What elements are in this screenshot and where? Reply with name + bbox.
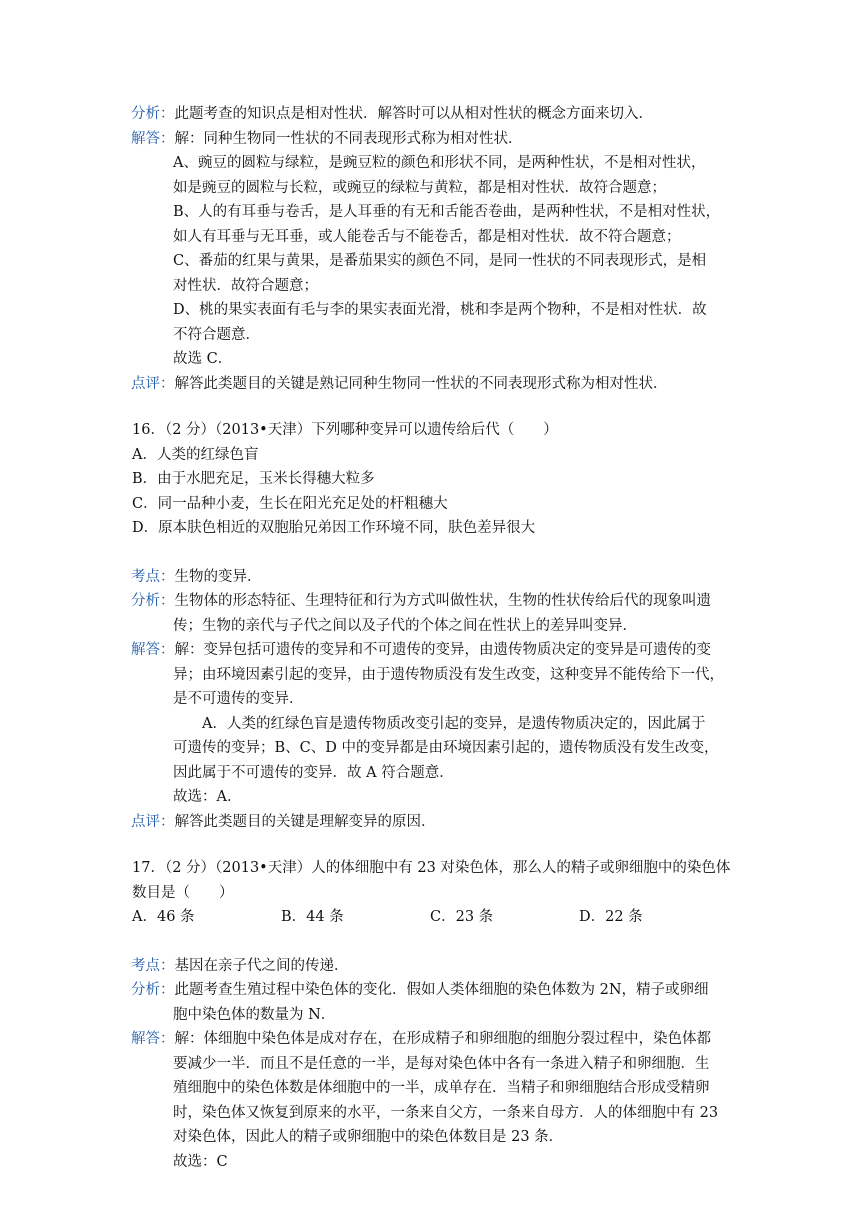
comment-label: 点评： — [131, 375, 175, 392]
point-label: 考点： — [131, 568, 175, 585]
document-page — [131, 102, 731, 1174]
point-text: 基因在亲子代之间的传递． — [174, 957, 349, 974]
q16-option-a: A．人类的红绿色盲 — [132, 446, 259, 463]
answer-line: 解：体细胞中染色体是成对存在，在形成精子和卵细胞的细胞分裂过程中，染色体都 — [174, 1031, 711, 1047]
point-label: 考点： — [131, 957, 175, 974]
answer-line: 因此属于不可遗传的变异．故 A 符合题意． — [173, 764, 454, 781]
comment-text: 解答此类题目的关键是理解变异的原因． — [174, 813, 436, 830]
answer-line: 不符合题意． — [173, 326, 260, 343]
analysis-label: 分析： — [131, 982, 175, 998]
point-text: 生物的变异． — [174, 568, 262, 585]
q17-stem-line: 17．（2 分）（2013•天津）人的体细胞中有 23 对染色体，那么人的精子或卵细胞中的染色体 — [132, 860, 731, 876]
q17-point — [131, 954, 731, 979]
q16-option-b: B．由于水肥充足，玉米长得穗大粒多 — [132, 471, 375, 487]
answer-line: 要减少一半．而且不是任意的一半，是每对染色体中各有一条进入精子和卵细胞．生 — [173, 1055, 710, 1072]
q16-stem: 16．（2 分）（2013•天津）下列哪种变异可以遗传给后代（ ） — [132, 422, 558, 438]
answer-line: 故选 C． — [173, 351, 233, 367]
answer-line: 是不可遗传的变异． — [173, 691, 304, 707]
q16-analysis — [131, 589, 731, 614]
q16-comment — [131, 810, 731, 835]
q17-stem-line: 数目是（ ） — [132, 884, 234, 901]
q17-options — [132, 905, 731, 930]
answer-label: 解答： — [131, 130, 175, 147]
q15-analysis — [131, 102, 731, 127]
q16-answer — [131, 638, 731, 663]
answer-line: 对性状．故符合题意； — [173, 277, 318, 294]
answer-line: 故选：A． — [173, 789, 242, 805]
answer-line: 时，染色体又恢复到原来的水平，一条来自父方，一条来自母方．人的体细胞中有 23 — [173, 1104, 719, 1121]
q16-option-c: C．同一品种小麦，生长在阳光充足处的杆粗穗大 — [132, 495, 448, 512]
answer-line: 故选：C — [173, 1153, 228, 1170]
analysis-text: 此题考查的知识点是相对性状．解答时可以从相对性状的概念方面来切入． — [174, 106, 653, 122]
answer-label: 解答： — [131, 1031, 175, 1047]
q17-option-b: B．44 条 — [281, 909, 344, 925]
answer-line: C、番茄的红果与黄果，是番茄果实的颜色不同，是同一性状的不同表现形式，是相 — [173, 253, 707, 269]
q15-answer — [131, 127, 731, 152]
analysis-line: 胞中染色体的数量为 N． — [173, 1006, 336, 1023]
answer-line: 解：同种生物同一性状的不同表现形式称为相对性状． — [174, 130, 523, 147]
answer-line: 解：变异包括可遗传的变异和不可遗传的变异，由遗传物质决定的变异是可遗传的变 — [174, 642, 711, 658]
analysis-line: 传；生物的亲代与子代之间以及子代的个体之间在性状上的差异叫变异． — [173, 617, 637, 634]
answer-line: 异；由环境因素引起的变异，由于遗传物质没有发生改变，这种变异不能传给下一代， — [173, 666, 724, 683]
q17-option-d: D．22 条 — [579, 909, 643, 925]
analysis-line: 生物体的形态特征、生理特征和行为方式叫做性状，生物的性状传给后代的现象叫遗 — [174, 593, 711, 609]
answer-line: 如人有耳垂与无耳垂，或人能卷舌与不能卷舌，都是相对性状．故不符合题意； — [173, 228, 681, 245]
answer-label: 解答： — [131, 642, 175, 658]
analysis-line: 此题考查生殖过程中染色体的变化．假如人类体细胞的染色体数为 2N，精子或卵细 — [174, 982, 709, 998]
analysis-label: 分析： — [131, 106, 175, 122]
q16-point — [131, 565, 731, 590]
answer-line: D、桃的果实表面有毛与李的果实表面光滑，桃和李是两个物种，不是相对性状．故 — [173, 302, 707, 318]
answer-line: 如是豌豆的圆粒与长粒，或豌豆的绿粒与黄粒，都是相对性状．故符合题意； — [173, 179, 666, 196]
comment-label: 点评： — [131, 813, 175, 830]
answer-line: 可遗传的变异；B、C、D 中的变异都是由环境因素引起的，遗传物质没有发生改变， — [173, 740, 719, 756]
answer-line: A、豌豆的圆粒与绿粒，是豌豆粒的颜色和形状不同，是两种性状，不是相对性状， — [173, 155, 706, 171]
comment-text: 解答此类题目的关键是熟记同种生物同一性状的不同表现形式称为相对性状． — [174, 375, 668, 392]
q16-option-d: D．原本肤色相近的双胞胎兄弟因工作环境不同，肤色差异很大 — [132, 520, 536, 536]
answer-line: 对染色体，因此人的精子或卵细胞中的染色体数目是 23 条． — [173, 1129, 564, 1145]
q15-comment — [131, 372, 731, 397]
analysis-label: 分析： — [131, 593, 175, 609]
answer-line: A．人类的红绿色盲是遗传物质改变引起的变异，是遗传物质决定的，因此属于 — [202, 715, 706, 732]
answer-line: 殖细胞中的染色体数是体细胞中的一半，成单存在．当精子和卵细胞结合形成受精卵 — [173, 1080, 710, 1096]
q17-answer — [131, 1027, 731, 1052]
q17-analysis — [131, 978, 731, 1003]
q17-option-a: A．46 条 — [132, 909, 195, 925]
answer-line: B、人的有耳垂与卷舌，是人耳垂的有无和舌能否卷曲，是两种性状，不是相对性状， — [173, 204, 721, 220]
q17-option-c: C．23 条 — [430, 909, 494, 925]
